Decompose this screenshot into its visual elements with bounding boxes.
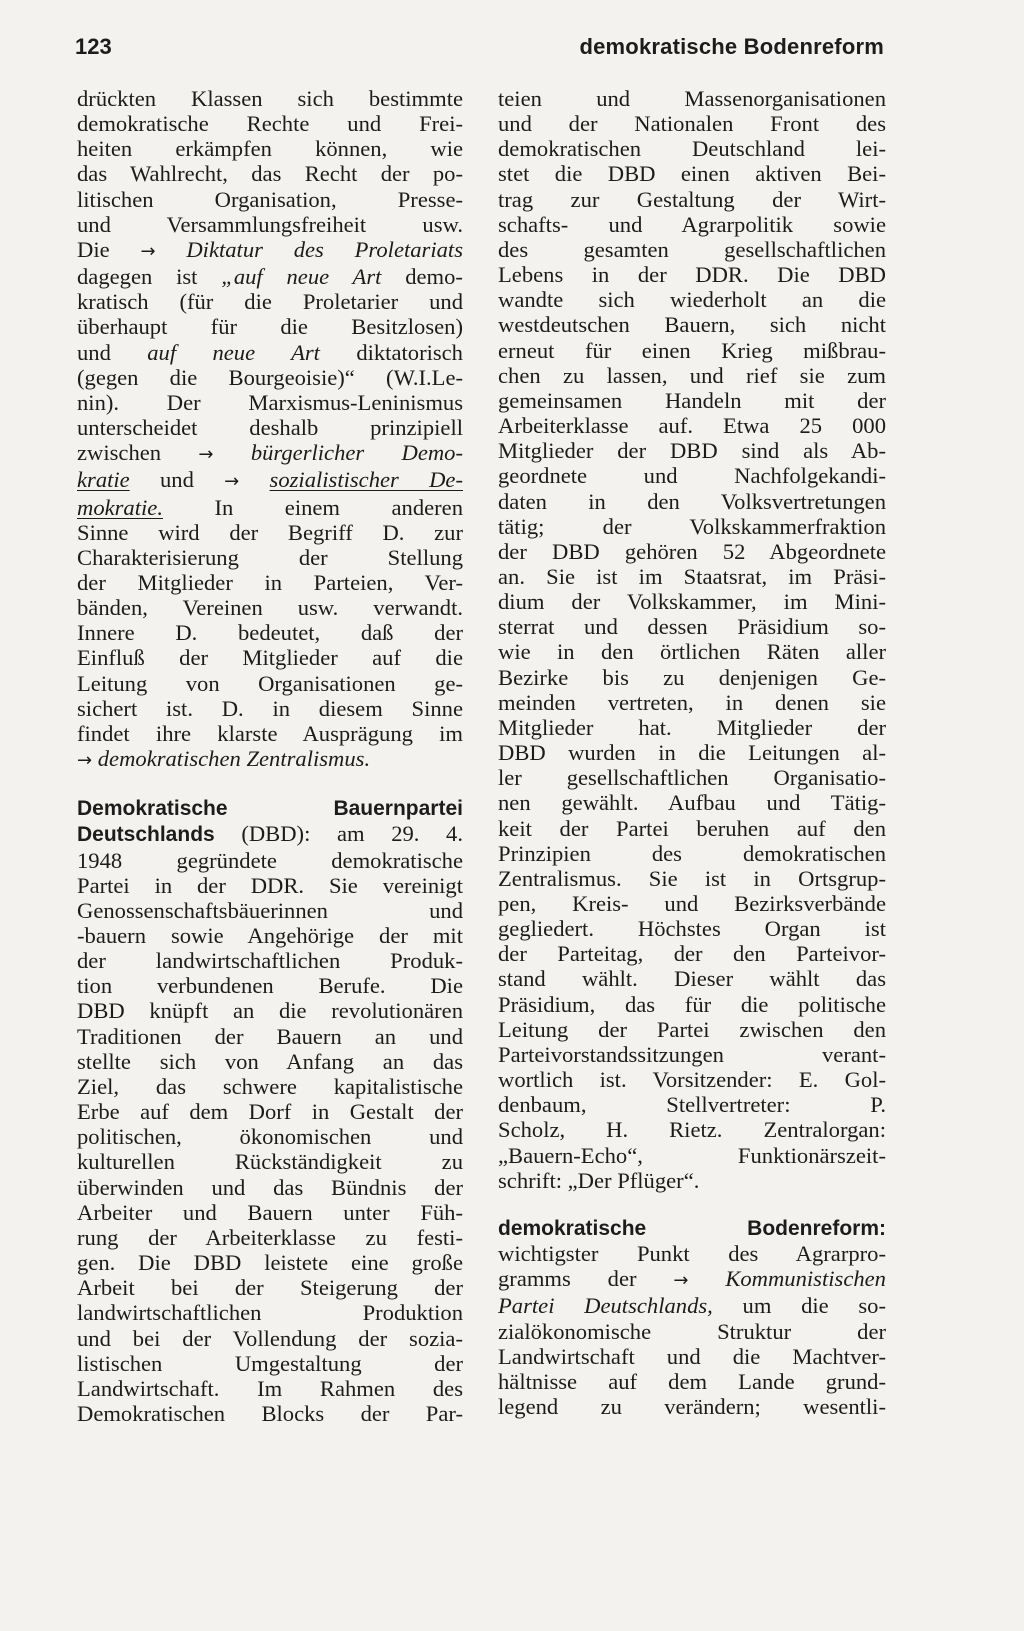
entry-bodenreform (498, 1215, 886, 1419)
text-line: dium der Volkskammer, im Mini- (498, 589, 886, 615)
text-line: wie in den örtlichen Räten aller (498, 639, 886, 665)
text-line: nin). Der Marxismus-Leninismus (77, 389, 463, 415)
text-line: Demokratischen Blocks der Par- (77, 1400, 463, 1426)
entry-headword: Deutschlands (77, 823, 215, 847)
text-line: dagegen ist „auf neue Art demo- (77, 264, 463, 290)
text-line: politischen, ökonomischen und (77, 1124, 463, 1150)
text-line: zialökonomische Struktur der (498, 1318, 886, 1344)
text-line: an. Sie ist im Staatsrat, im Präsi- (498, 563, 886, 589)
entry-demokratie-continuation (77, 86, 463, 773)
text-line: Prinzipien des demokratischen (498, 840, 886, 866)
text-line: zwischen → bürgerlicher Demo- (77, 440, 463, 466)
text-line: bänden, Vereinen usw. verwandt. (77, 595, 463, 621)
text-line: Arbeiter und Bauern unter Füh- (77, 1199, 463, 1225)
cross-reference-link[interactable]: mokratie. (77, 494, 163, 520)
text-line: Deutschlands (DBD): am 29. 4. (77, 821, 463, 847)
text-line: und der Nationalen Front des (498, 111, 886, 137)
text-line: mokratie. In einem anderen (77, 494, 463, 520)
text-line: das Wahlrecht, das Recht der po- (77, 161, 463, 187)
text-line: DBD wurden in die Leitungen al- (498, 740, 886, 766)
text-line: Mitglieder hat. Mitglieder der (498, 714, 886, 740)
text-line: nen gewählt. Aufbau und Tätig- (498, 790, 886, 816)
page-number: 123 (75, 34, 112, 59)
text-line: tion verbundenen Berufe. Die (77, 973, 463, 999)
text-line: und Versammlungsfreiheit usw. (77, 211, 463, 237)
text-line: „Bauern-Echo“, Funktionärszeit- (498, 1142, 886, 1168)
text-line: legend zu verändern; wesentli- (498, 1393, 886, 1419)
text-line: demokratischen Deutschland lei- (498, 136, 886, 162)
text-line: Die → Diktatur des Proletariats (77, 236, 463, 262)
text-line: Erbe auf dem Dorf in Gestalt der (77, 1099, 463, 1125)
text-line: kratisch (für die Proletarier und (77, 289, 463, 315)
text-line: der DBD gehören 52 Abgeordnete (498, 538, 886, 564)
text-line: erneut für einen Krieg mißbrau- (498, 337, 886, 363)
text-line: und auf neue Art diktatorisch (77, 339, 463, 365)
cross-reference-arrow-icon: → (673, 1270, 689, 1292)
entry-headword-line (77, 795, 463, 821)
cross-reference-link[interactable]: kratie (77, 467, 130, 493)
entry-dbd (77, 795, 463, 1426)
text-line: ler gesellschaftlichen Organisatio- (498, 765, 886, 791)
cross-reference-arrow-icon: → (77, 750, 93, 772)
text-line: demokratische Rechte und Frei- (77, 111, 463, 137)
text-line: kulturellen Rückständigkeit zu (77, 1149, 463, 1175)
right-column (498, 86, 886, 1419)
text-line: der Mitglieder in Parteien, Ver- (77, 569, 463, 595)
text-line: -bauern sowie Angehörige der mit (77, 923, 463, 948)
cross-reference-link[interactable]: demokratischen Zentralismus. (97, 746, 371, 772)
text-line: kratie und → sozialistischer De- (77, 467, 463, 493)
text-line: gegliedert. Höchstes Organ ist (498, 916, 886, 942)
text-line: westdeutschen Bauern, sich nicht (498, 312, 886, 338)
text-line: heiten erkämpfen können, wie (77, 136, 463, 162)
text-line: unterscheidet deshalb prinzipiell (77, 415, 463, 441)
text-line: listischen Umgestaltung der (77, 1350, 463, 1376)
text-line: Partei Deutschlands, um die so- (498, 1293, 886, 1319)
text-line: Arbeiterklasse auf. Etwa 25 000 (498, 413, 886, 439)
entry-dbd-continuation (498, 86, 886, 1193)
text-line: hältnisse auf dem Lande grund- (498, 1368, 886, 1394)
text-line (77, 746, 463, 773)
text-line: teien und Massenorganisationen (498, 86, 886, 111)
text-line: Bezirke bis zu denjenigen Ge- (498, 664, 886, 690)
text-line: Lebens in der DDR. Die DBD (498, 262, 886, 288)
cross-reference-link[interactable]: bürgerlicher Demo- (250, 440, 463, 466)
text-line: stet die DBD einen aktiven Bei- (498, 161, 886, 187)
text-line: Sinne wird der Begriff D. zur (77, 519, 463, 545)
text-line: Parteivorstandssitzungen verant- (498, 1041, 886, 1067)
text-line: Charakterisierung der Stellung (77, 544, 463, 570)
text-line: gemeinsamen Handeln mit der (498, 387, 886, 413)
text-line: (gegen die Bourgeoisie)“ (W.I.Le- (77, 364, 463, 390)
text-line: findet ihre klarste Ausprägung im (77, 720, 463, 746)
text-line: litischen Organisation, Presse- (77, 186, 463, 212)
cross-reference-arrow-icon: → (224, 471, 240, 493)
text-line: stand wählt. Dieser wählt das (498, 966, 886, 992)
text-line: Mitglieder der DBD sind als Ab- (498, 438, 886, 464)
running-head: demokratische Bodenreform (579, 34, 884, 59)
text-line: Scholz, H. Rietz. Zentralorgan: (498, 1117, 886, 1143)
text-line: meinden vertreten, in denen sie (498, 689, 886, 715)
entry-headword: demokratische Bodenreform: (498, 1216, 886, 1240)
page-header (0, 34, 1024, 66)
text-line: trag zur Gestaltung der Wirt- (498, 186, 886, 212)
cross-reference-arrow-icon: → (140, 240, 156, 262)
text-line: wortlich ist. Vorsitzender: E. Gol- (498, 1067, 886, 1093)
text-line: rung der Arbeiterklasse zu festi- (77, 1224, 463, 1250)
text-line: Landwirtschaft und die Machtver- (498, 1343, 886, 1369)
cross-reference-link[interactable]: Kommunistischen (725, 1266, 886, 1292)
cross-reference-arrow-icon: → (198, 444, 214, 466)
text-line: 1948 gegründete demokratische (77, 847, 463, 873)
text-line: gramms der → Kommunistischen (498, 1266, 886, 1292)
text-line: Genossenschaftsbäuerinnen und (77, 897, 463, 923)
text-line: überhaupt für die Besitzlosen) (77, 314, 463, 340)
text-line: Präsidium, das für die politische (498, 991, 886, 1017)
text-line: daten in den Volksvertretungen (498, 488, 886, 514)
text-line: wichtigster Punkt des Agrarpro- (498, 1241, 886, 1267)
text-line: überwinden und das Bündnis der (77, 1174, 463, 1200)
text-line: und bei der Vollendung der sozia- (77, 1325, 463, 1351)
text-line: sichert ist. D. in diesem Sinne (77, 695, 463, 721)
text-line: Einfluß der Mitglieder auf die (77, 645, 463, 671)
text-line: sterrat und dessen Präsidium so- (498, 614, 886, 640)
text-line: Leitung von Organisationen ge- (77, 670, 463, 696)
text-line: der landwirtschaftlichen Produk- (77, 948, 463, 974)
text-line: keit der Partei beruhen auf den (498, 815, 886, 841)
text-line: schafts- und Agrarpolitik sowie (498, 211, 886, 237)
text-line: schrift: „Der Pflüger“. (498, 1167, 700, 1193)
cross-reference-link[interactable]: sozialistischer De- (269, 467, 463, 493)
text-line: Ziel, das schwere kapitalistische (77, 1073, 463, 1099)
text-line: Zentralismus. Sie ist in Ortsgrup- (498, 865, 886, 891)
text-line: gen. Die DBD leistete eine große (77, 1250, 463, 1276)
entry-headword-line (498, 1215, 886, 1241)
cross-reference-link[interactable]: Partei Deutschlands, (498, 1293, 713, 1319)
text-line: Partei in der DDR. Sie vereinigt (77, 872, 463, 898)
text-line: Leitung der Partei zwischen den (498, 1016, 886, 1042)
text-line: Arbeit bei der Steigerung der (77, 1275, 463, 1301)
entry-headword: Demokratische Bauernpartei (77, 797, 463, 821)
left-column (77, 86, 463, 1426)
text-line: pen, Kreis- und Bezirksverbände (498, 891, 886, 916)
text-line: landwirtschaftlichen Produktion (77, 1300, 463, 1326)
text-line: stellte sich von Anfang an das (77, 1048, 463, 1074)
text-line: geordnete und Nachfolgekandi- (498, 463, 886, 489)
text-line: chen zu lassen, und rief sie zum (498, 362, 886, 388)
text-line: DBD knüpft an die revolutionären (77, 998, 463, 1024)
text-line: Innere D. bedeutet, daß der (77, 620, 463, 646)
text-line: der Parteitag, der den Parteivor- (498, 941, 886, 967)
text-line: Landwirtschaft. Im Rahmen des (77, 1375, 463, 1401)
text-line: denbaum, Stellvertreter: P. (498, 1092, 886, 1118)
text-line: tätig; der Volkskammerfraktion (498, 513, 886, 539)
text-line: des gesamten gesellschaftlichen (498, 236, 886, 262)
text-line: Traditionen der Bauern an und (77, 1023, 463, 1049)
text-line: drückten Klassen sich bestimmte (77, 86, 463, 111)
text-line: wandte sich wiederholt an die (498, 287, 886, 313)
cross-reference-link[interactable]: Diktatur des Proletariats (186, 236, 463, 262)
